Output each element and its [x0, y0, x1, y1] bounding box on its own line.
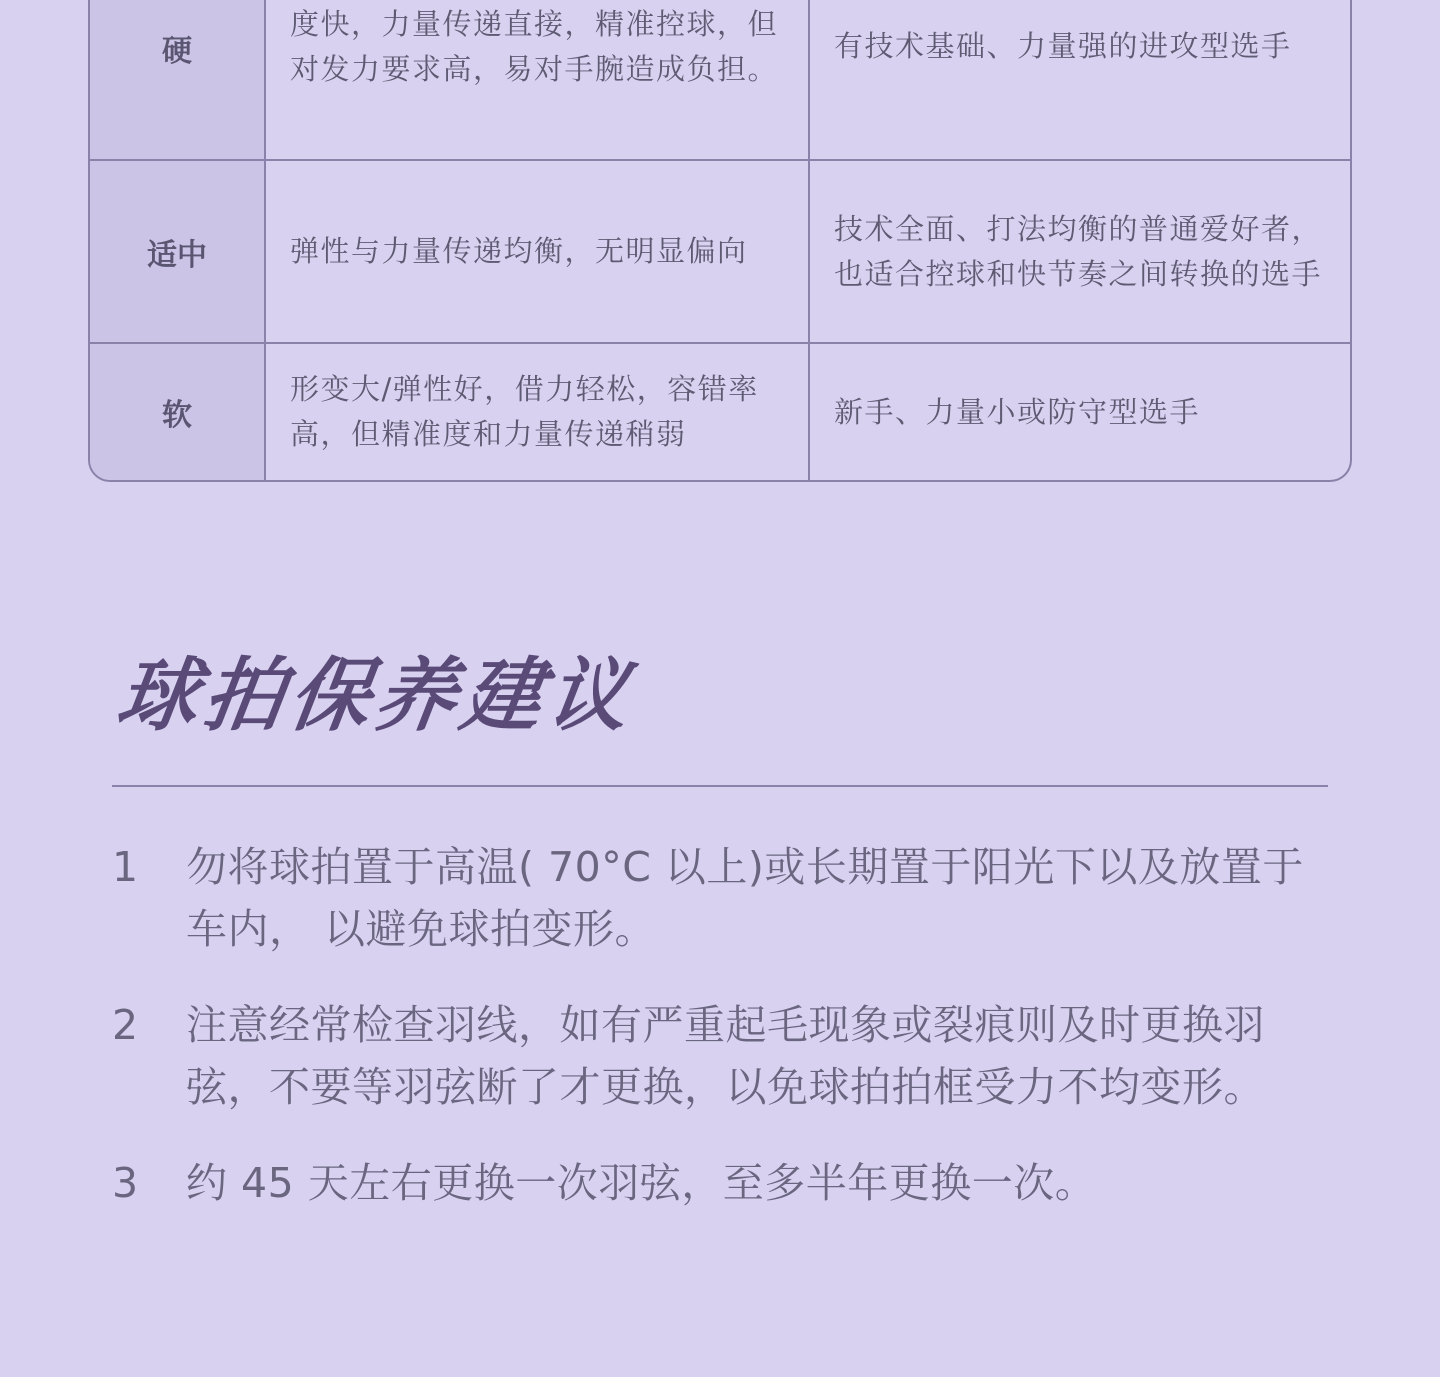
list-item [112, 836, 1328, 960]
item-number: 3 [112, 1159, 139, 1207]
care-list [112, 836, 1328, 1248]
item-text: 注意经常检查羽线，如有严重起毛现象或裂痕则及时更换羽弦，不要等羽弦断了才更换，以免球拍拍框受力不均变形。 [186, 1001, 1265, 1111]
item-text: 约 45 天左右更换一次羽弦，至多半年更换一次。 [186, 1159, 1097, 1207]
level-cell: 硬 [90, 0, 266, 159]
table-row [90, 0, 1350, 161]
table-row [90, 161, 1350, 344]
item-text: 勿将球拍置于高温( 70°C 以上)或长期置于阳光下以及放置于车内， 以避免球拍变形。 [186, 843, 1304, 953]
feature-cell: 度快，力量传递直接，精准控球，但对发力要求高，易对手腕造成负担。 [266, 0, 810, 159]
level-cell: 适中 [90, 161, 266, 342]
list-item [112, 994, 1328, 1118]
table-row [90, 344, 1350, 480]
item-number: 2 [112, 1001, 139, 1049]
suitable-cell: 技术全面、打法均衡的普通爱好者，也适合控球和快节奏之间转换的选手 [834, 211, 1323, 291]
level-cell: 软 [90, 344, 266, 480]
item-number: 1 [112, 843, 139, 891]
divider [112, 785, 1328, 787]
feature-cell: 弹性与力量传递均衡，无明显偏向 [266, 161, 810, 342]
list-item [112, 1152, 1328, 1214]
suitable-cell: 新手、力量小或防守型选手 [834, 394, 1201, 429]
feature-cell: 形变大/弹性好，借力轻松，容错率高，但精准度和力量传递稍弱 [266, 344, 810, 480]
section-title: 球拍保养建议 [111, 648, 641, 742]
string-tension-table [88, 0, 1352, 482]
suitable-cell: 有技术基础、力量强的进攻型选手 [834, 29, 1292, 63]
